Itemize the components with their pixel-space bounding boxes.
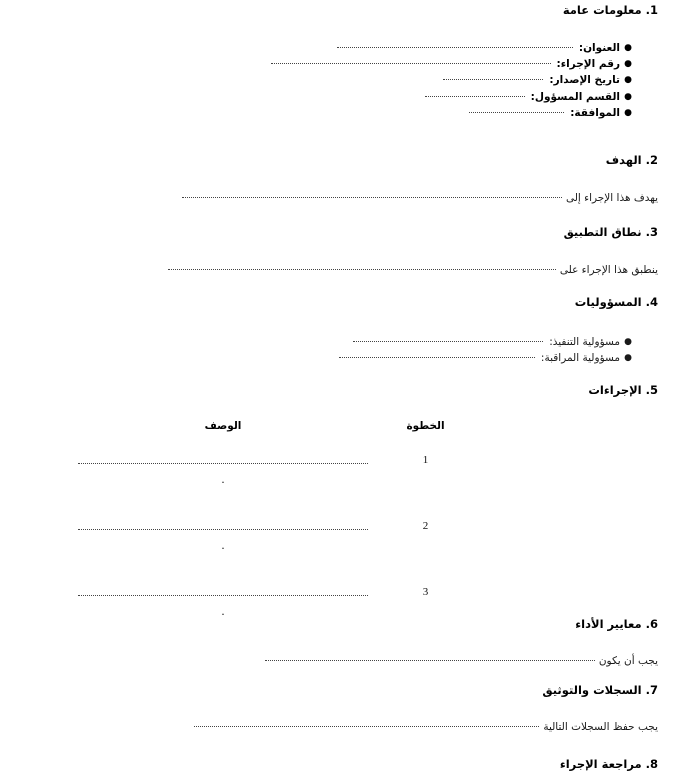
field-label: مسؤولية المراقبة: bbox=[540, 352, 620, 365]
description-period: . bbox=[221, 472, 225, 486]
list-item bbox=[18, 40, 636, 56]
section-5-heading: 5. الإجراءات bbox=[588, 383, 658, 397]
field-label: تاريخ الإصدار: bbox=[549, 74, 620, 87]
dotted-fill-line bbox=[339, 357, 535, 358]
step-number: 1 bbox=[422, 453, 429, 466]
bullet-icon: ● bbox=[624, 336, 632, 347]
section-2-objective bbox=[18, 154, 658, 205]
procedure-steps-table bbox=[78, 420, 483, 652]
section-1-general-information bbox=[18, 4, 658, 121]
dotted-fill-line bbox=[78, 454, 368, 464]
list-item bbox=[18, 334, 636, 350]
column-header-step: الخطوة bbox=[406, 419, 445, 432]
dotted-fill-line bbox=[443, 79, 543, 80]
list-item bbox=[18, 350, 636, 366]
bullet-icon: ● bbox=[624, 59, 632, 70]
section-6-body-text: يجب أن يكون bbox=[598, 654, 658, 667]
dotted-fill-line bbox=[78, 520, 368, 530]
table-row bbox=[78, 454, 483, 520]
dotted-fill-line bbox=[469, 112, 564, 113]
dotted-fill-line bbox=[182, 197, 562, 198]
section-7-body-text: يجب حفظ السجلات التالية bbox=[543, 720, 658, 733]
dotted-fill-line bbox=[168, 269, 556, 270]
list-item bbox=[18, 72, 636, 88]
section-3-body bbox=[18, 264, 658, 277]
section-4-responsibilities bbox=[18, 296, 658, 366]
list-item bbox=[18, 56, 636, 72]
table-header-row bbox=[78, 420, 483, 454]
section-1-bullet-list bbox=[18, 40, 658, 121]
step-description bbox=[78, 520, 368, 586]
dotted-fill-line bbox=[265, 660, 595, 661]
field-label: الموافقة: bbox=[570, 106, 620, 119]
bullet-icon: ● bbox=[624, 75, 632, 86]
bullet-icon: ● bbox=[624, 42, 632, 53]
field-label: العنوان: bbox=[578, 41, 620, 54]
section-7-body bbox=[18, 721, 658, 734]
bullet-icon: ● bbox=[624, 91, 632, 102]
section-6-performance-criteria bbox=[18, 618, 658, 668]
description-period: . bbox=[221, 538, 225, 552]
dotted-fill-line bbox=[337, 47, 573, 48]
field-label: القسم المسؤول: bbox=[530, 90, 620, 103]
field-label: رقم الإجراء: bbox=[556, 58, 620, 71]
table-row bbox=[78, 520, 483, 586]
section-2-body bbox=[18, 192, 658, 205]
step-description bbox=[78, 454, 368, 520]
section-2-heading: 2. الهدف bbox=[605, 153, 658, 167]
description-period: . bbox=[221, 604, 225, 618]
section-1-heading: 1. معلومات عامة bbox=[562, 3, 658, 17]
section-4-bullet-list bbox=[18, 334, 658, 367]
section-3-scope bbox=[18, 226, 658, 277]
step-number: 2 bbox=[422, 519, 429, 532]
section-7-records-and-documentation bbox=[18, 684, 658, 734]
dotted-fill-line bbox=[425, 96, 525, 97]
dotted-fill-line bbox=[194, 726, 539, 727]
list-item bbox=[18, 105, 636, 121]
dotted-fill-line bbox=[271, 63, 551, 64]
bullet-icon: ● bbox=[624, 353, 632, 364]
bullet-icon: ● bbox=[624, 107, 632, 118]
section-8-heading: 8. مراجعة الإجراء bbox=[559, 757, 658, 771]
section-5-procedures bbox=[18, 384, 658, 652]
section-4-heading: 4. المسؤوليات bbox=[574, 295, 658, 309]
section-3-body-text: ينطبق هذا الإجراء على bbox=[559, 263, 658, 276]
column-header-description: الوصف bbox=[204, 419, 242, 432]
section-2-body-text: يهدف هذا الإجراء إلى bbox=[565, 191, 658, 204]
section-7-heading: 7. السجلات والتوثيق bbox=[542, 683, 658, 697]
field-label: مسؤولية التنفيذ: bbox=[549, 335, 620, 348]
dotted-fill-line bbox=[353, 341, 543, 342]
section-6-heading: 6. معايير الأداء bbox=[575, 617, 658, 631]
list-item bbox=[18, 89, 636, 105]
section-8-procedure-review bbox=[18, 758, 658, 772]
dotted-fill-line bbox=[78, 586, 368, 596]
section-6-body bbox=[18, 655, 658, 668]
step-number: 3 bbox=[422, 585, 429, 598]
section-3-heading: 3. نطاق التطبيق bbox=[563, 225, 658, 239]
